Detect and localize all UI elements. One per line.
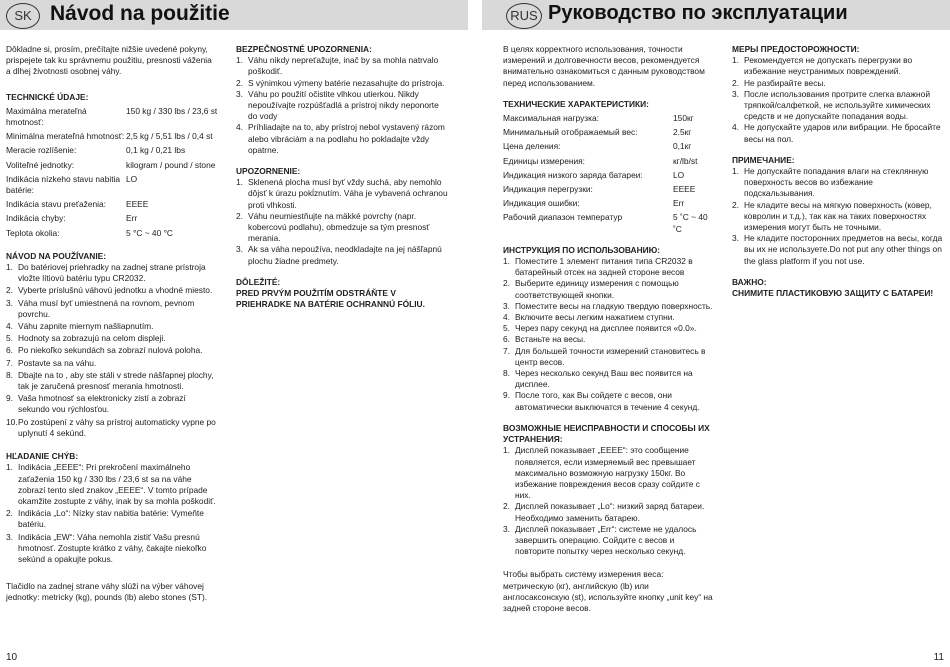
item-number: 2.	[732, 77, 739, 88]
item-text: Váhu po použití očistite vlhkou utierkou. Nikdy nepoužívajte rozpúšťadlá a prístroj nikdy neponorte do vody	[248, 88, 439, 122]
page-number-left: 10	[6, 652, 18, 663]
item-text: Po zostúpení z váhy sa prístroj automaticky vypne po uplynutí 4 sekúnd.	[18, 416, 216, 438]
item-number: 9.	[6, 393, 13, 404]
list-item	[503, 346, 715, 368]
item-text: Не кладите весы на мягкую поверхность (ковер, ковролин и т.д.), так как на таких поверхностях измерения могут быть не точными.	[744, 199, 932, 233]
section-heading: TECHNICKÉ ÚDAJE:	[6, 91, 89, 102]
spec-row	[6, 106, 218, 128]
sk-column-left	[6, 44, 218, 604]
item-text: Не кладите посторонних предметов на весы, когда вы их не используете.Do not put any other things on the glass platform if you not use.	[744, 233, 943, 266]
spec-label: Рабочий диапазон температур	[503, 212, 623, 223]
spec-row	[6, 199, 218, 210]
list-item	[503, 334, 715, 345]
item-number: 10.	[6, 416, 18, 427]
list-item	[732, 78, 944, 89]
list-item	[732, 200, 944, 234]
section-heading: ВОЗМОЖНЫЕ НЕИСПРАВНОСТИ И СПОСОБЫ ИХ УСТРАНЕНИЯ:	[503, 422, 710, 445]
item-text: Do batériovej priehradky na zadnej strane prístroja vložte lítiovú batériu typu CR2032.	[18, 262, 206, 284]
page-number-right: 11	[933, 652, 944, 663]
list-item	[236, 78, 448, 89]
list-item	[236, 211, 448, 245]
item-number: 4.	[6, 321, 13, 332]
item-number: 3.	[503, 300, 510, 311]
item-number: 2.	[6, 285, 13, 296]
item-text: Не допускайте ударов или вибрации. Не бросайте весы на пол.	[744, 122, 941, 144]
section-heading: ИНСТРУКЦИЯ ПО ИСПОЛЬЗОВАНИЮ:	[503, 244, 661, 255]
item-text: После использования протрите слегка влажной тряпкой/салфеткой, не используйте химических средств и не допускайте попадания воды.	[744, 88, 931, 122]
list-item	[503, 445, 715, 501]
list-item	[503, 278, 715, 300]
spec-value: кг/lb/st	[673, 155, 698, 166]
list-item	[6, 321, 218, 332]
item-number: 5.	[6, 333, 13, 344]
item-number: 3.	[6, 531, 13, 542]
spec-label: Voliteľné jednotky:	[6, 159, 75, 170]
list-item	[6, 370, 218, 392]
list-item	[236, 244, 448, 266]
spec-value: 150кг	[673, 113, 694, 124]
item-text: Включите весы легким нажатием ступни.	[515, 312, 675, 323]
spec-value: Err	[126, 213, 138, 224]
section-heading: МЕРЫ ПРЕДОСТОРОЖНОСТИ:	[732, 44, 860, 54]
list-item	[6, 532, 218, 566]
item-text: Ak sa váha nepoužíva, neodkladajte na jej nášľapnú plochu žiadne predmety.	[248, 244, 442, 266]
item-text: Príhliadajte na to, aby prístroj nebol vystavený rázom alebo vibráciám a na podlahu ho pokladajte vždy opatrne.	[248, 122, 445, 155]
item-number: 4.	[236, 122, 243, 133]
safety-list	[732, 55, 944, 145]
unit-switch-note: Чтобы выбрать систему измерения веса: метрическую (кг), английскую (lb) или англосаксонскую (st), используйте кнопку „unit key“ на задней стороне весов.	[503, 569, 713, 613]
list-item	[503, 524, 715, 558]
item-text: Dbajte na to , aby ste stáli v strede nášľapnej plochy, tak je zaručená presnosť merania hmotnosti.	[18, 369, 214, 392]
list-item	[236, 89, 448, 123]
list-item	[6, 358, 218, 369]
sk-column-right	[236, 44, 448, 310]
list-item	[503, 301, 715, 312]
errors-list	[6, 462, 218, 565]
item-number: 2.	[503, 501, 510, 512]
spec-row	[503, 198, 715, 209]
item-text: Выберите единицу измерения с помощью соответствующей кнопки.	[515, 278, 679, 300]
item-number: 1.	[732, 55, 739, 66]
item-number: 1.	[732, 166, 739, 177]
important-text: PRED PRVÝM POUŽITÍM ODSTRÁŇTE V PRIEHRADKE NA BATÉRIE OCHRANNÚ FÓLIU.	[236, 288, 425, 310]
spec-label: Indikácia stavu preťaženia:	[6, 199, 106, 210]
item-number: 3.	[503, 523, 510, 534]
item-number: 9.	[503, 390, 510, 401]
section-heading: ТЕХНИЧЕСКИЕ ХАРАКТЕРИСТИКИ:	[503, 98, 649, 109]
safety-list	[236, 55, 448, 156]
item-text: После того, как Вы сойдете с весов, они автоматически выключатся в течение 4 секунд.	[515, 390, 700, 412]
item-text: Indikácia „Lo“: Nízky stav nabitia batérie: Vymeňte batériu.	[18, 508, 204, 530]
item-number: 3.	[732, 88, 739, 99]
item-text: Рекомендуется не допускать перегрузки во избежание неустранимых повреждений.	[744, 55, 913, 77]
list-item	[503, 368, 715, 390]
item-number: 1.	[6, 462, 13, 473]
item-number: 6.	[503, 334, 510, 345]
spec-label: Единицы измерения:	[503, 155, 586, 166]
spec-label: Цена деления:	[503, 141, 561, 152]
spec-value: 5 °C ~ 40 °C	[126, 227, 173, 238]
spec-row	[503, 156, 715, 167]
list-item	[236, 122, 448, 156]
item-text: Postavte sa na váhu.	[18, 357, 97, 368]
spec-value: 2,5 kg / 5,51 lbs / 0,4 st	[126, 131, 213, 142]
item-text: Не разбирайте весы.	[744, 77, 826, 88]
spec-label: Индикация перегрузки:	[503, 184, 593, 195]
list-item	[236, 55, 448, 77]
item-text: Indikácia „EEEE“: Pri prekročení maximálneho zaťaženia 150 kg / 330 lbs / 23,6 st sa na váhe zobrazí tento sled znakov „EEEE“. V tomto prípade okamžite zostupte z váhy, inak by sa mohla poškodiť.	[18, 462, 216, 506]
spec-label: Minimálna merateľná hmotnosť:	[6, 131, 125, 142]
item-text: Indikácia „EW“: Váha nemohla zistiť Vašu presnú hmotnosť. Zostupte krátko z váhy, čakajte niekoľko sekúnd a opakujte pokus.	[18, 531, 207, 564]
spec-row	[503, 113, 715, 124]
item-number: 2.	[236, 77, 243, 88]
spec-row	[6, 131, 218, 142]
list-item	[503, 390, 715, 412]
spec-value: Err	[673, 198, 685, 209]
list-item	[732, 166, 944, 200]
item-text: Поместите весы на гладкую твердую поверхность.	[515, 300, 713, 311]
spec-label: Indikácia chyby:	[6, 213, 66, 224]
item-text: Встаньте на весы.	[515, 334, 586, 345]
section-heading: HĽADANIE CHÝB:	[6, 451, 79, 462]
usage-list	[503, 256, 715, 413]
spec-value: EEEE	[673, 184, 696, 195]
item-text: Дисплей показывает „Lo“: низкий заряд батареи. Необходимо заменить батарею.	[515, 501, 705, 523]
list-item	[6, 462, 218, 507]
list-item	[6, 262, 218, 284]
list-item	[236, 177, 448, 211]
item-number: 2.	[732, 199, 739, 210]
spec-row	[6, 160, 218, 171]
spec-value: LO	[673, 169, 685, 180]
item-number: 7.	[503, 345, 510, 356]
list-item	[6, 508, 218, 530]
item-text: Vaša hmotnosť sa elektronicky zistí a zobrazí sekundo vou rýchlosťou.	[18, 393, 186, 415]
spec-value: 2.5кг	[673, 127, 692, 138]
section-heading: DÔLEŽITÉ:	[236, 276, 281, 287]
item-number: 2.	[236, 210, 243, 221]
item-number: 1.	[236, 177, 243, 188]
spec-row	[503, 170, 715, 181]
item-text: Дисплей показывает „Err“: системе не удалось завершить операцию. Сойдите с весов и повторите попытку через несколько секунд.	[515, 523, 697, 557]
item-text: Váhu nikdy nepreťažujte, inač by sa mohla natrvalo poškodiť.	[248, 55, 439, 77]
list-item	[6, 417, 218, 439]
section-heading: NÁVOD NA POUŽÍVANIE:	[6, 250, 107, 261]
spec-row	[503, 212, 715, 234]
spec-label: Минимальный отображаемый вес:	[503, 127, 638, 138]
section-heading: BEZPEČNOSTNÉ UPOZORNENIA:	[236, 44, 372, 54]
item-text: Váhu neumiestňujte na mäkké povrchy (napr. kobercovú podlahu), obmedzuje sa tým presnosť merania.	[248, 210, 430, 244]
item-number: 7.	[6, 357, 13, 368]
item-number: 3.	[236, 244, 243, 255]
spec-value: 150 kg / 330 lbs / 23,6 st	[126, 105, 218, 116]
caution-list	[236, 177, 448, 267]
list-item	[503, 501, 715, 523]
item-number: 1.	[6, 262, 13, 273]
section-heading: ПРИМЕЧАНИЕ:	[732, 154, 795, 165]
item-text: Для большей точности измерений становитесь в центр весов.	[515, 345, 706, 367]
item-number: 4.	[503, 312, 510, 323]
language-badge-ru: RUS	[506, 3, 542, 29]
spec-label: Teplota okolia:	[6, 227, 60, 238]
spec-value: 0,1кг	[673, 141, 692, 152]
language-badge-sk: SK	[6, 3, 40, 29]
item-number: 4.	[732, 122, 739, 133]
list-item	[732, 233, 944, 267]
item-text: Дисплей показывает „EEEE“: это сообщение появляется, если измеряемый вес превышает максимально возможную нагрузку 150кг. Во избежание повреждения весов сразу сойдите с них.	[515, 445, 700, 501]
spec-row	[6, 174, 218, 196]
list-item	[732, 89, 944, 123]
spec-value: 5 ˚C ~ 40 ˚C	[673, 212, 708, 234]
page-title-ru: Руководство по эксплуатации	[548, 2, 848, 24]
spec-label: Индикация низкого заряда батареи:	[503, 169, 643, 180]
item-text: S výnimkou výmeny batérie nezasahujte do prístroja.	[248, 77, 445, 88]
spec-row	[503, 141, 715, 152]
spec-row	[6, 228, 218, 239]
spec-value: EEEE	[126, 199, 149, 210]
item-text: Через пару секунд на дисплее появится «0.0».	[515, 323, 697, 334]
list-item	[503, 256, 715, 278]
item-number: 6.	[6, 345, 13, 356]
list-item	[6, 345, 218, 356]
item-text: Sklenená plocha musí byť vždy suchá, aby nemohlo dôjsť k úrazu pokĺznutím. Váha je vybavená ochranou proti vlhkosti.	[248, 177, 448, 210]
section-heading: ВАЖНО:	[732, 276, 767, 287]
intro-text: В целях корректного использования, точности измерений и долговечности весов, рекомендуется внимательно ознакомиться с данным руководством перед использованием.	[503, 44, 705, 88]
spec-row	[503, 127, 715, 138]
item-text: Vyberte príslušnú váhovú jednotku a vhodné miesto.	[18, 285, 213, 296]
list-item	[503, 312, 715, 323]
spec-list	[503, 113, 715, 235]
ru-column-left	[503, 44, 715, 614]
spec-label: Индикация ошибки:	[503, 198, 580, 209]
item-number: 8.	[503, 368, 510, 379]
spec-list	[6, 106, 218, 239]
list-item	[732, 122, 944, 144]
spec-label: Meracie rozlíšenie:	[6, 145, 77, 156]
important-text: СНИМИТЕ ПЛАСТИКОВУЮ ЗАЩИТУ С БАТАРЕИ!	[732, 288, 934, 299]
usage-list	[6, 262, 218, 439]
spec-label: Indikácia nízkeho stavu nabitia batérie:	[6, 173, 121, 196]
item-number: 5.	[503, 323, 510, 334]
list-item	[6, 285, 218, 296]
spec-value: 0,1 kg / 0,21 lbs	[126, 145, 186, 156]
item-text: Váha musí byť umiestnená na rovnom, pevnom povrchu.	[18, 297, 195, 319]
unit-switch-note: Tlačidlo na zadnej strane váhy slúži na výber váhovej jednotky: metricky (kg), pounds (lb) alebo stones (ST).	[6, 581, 208, 603]
spec-row	[503, 184, 715, 195]
item-number: 2.	[6, 508, 13, 519]
errors-list	[503, 445, 715, 557]
item-text: Po niekoľko sekundách sa zobrazí nulová poloha.	[18, 345, 203, 356]
item-number: 3.	[732, 233, 739, 244]
section-heading: UPOZORNENIE:	[236, 166, 301, 177]
item-text: Поместите 1 элемент питания типа CR2032 в батарейный отсек на задней стороне весов	[515, 256, 693, 278]
item-number: 1.	[236, 55, 243, 66]
spec-value: LO	[126, 173, 138, 184]
item-number: 2.	[503, 278, 510, 289]
list-item	[6, 298, 218, 320]
spec-row	[6, 213, 218, 224]
item-text: Через несколько секунд Ваш вес появится на дисплее.	[515, 368, 693, 390]
list-item	[503, 323, 715, 334]
item-number: 1.	[503, 445, 510, 456]
spec-row	[6, 145, 218, 156]
list-item	[6, 393, 218, 415]
item-number: 1.	[503, 256, 510, 267]
item-text: Váhu zapnite miernym našliapnutím.	[18, 321, 154, 332]
item-text: Hodnoty sa zobrazujú na celom displeji.	[18, 333, 166, 344]
item-number: 3.	[6, 297, 13, 308]
item-number: 3.	[236, 88, 243, 99]
spec-value: kilogram / pound / stone	[126, 159, 216, 170]
caution-list	[732, 166, 944, 267]
spec-label: Maximálna merateľná hmotnosť:	[6, 105, 87, 128]
list-item	[732, 55, 944, 77]
spec-label: Максимальная нагрузка:	[503, 113, 599, 124]
ru-column-right	[732, 44, 944, 299]
page-title-sk: Návod na použitie	[50, 2, 230, 25]
item-number: 8.	[6, 369, 13, 380]
list-item	[6, 333, 218, 344]
item-text: Не допускайте попадания влаги на стеклянную поверхность весов во избежание подскальзывания.	[744, 166, 929, 199]
intro-text: Dôkladne si, prosím, prečítajte nižšie uvedené pokyny, prispejete tak ku správnemu použitiu, presnosti váženia a dlhej životnosti osobnej váhy.	[6, 44, 212, 77]
